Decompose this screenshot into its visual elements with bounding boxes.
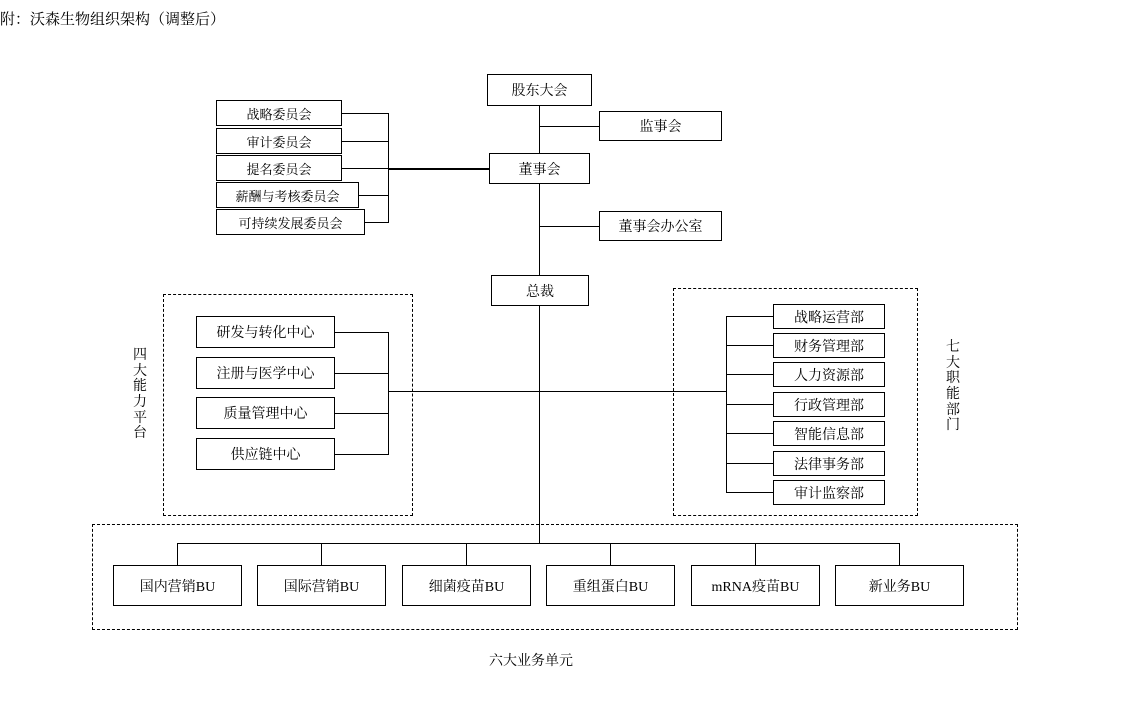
line-board-to-president [539, 183, 540, 276]
node-label: 智能信息部 [794, 427, 864, 443]
bu-bus-horizontal [177, 543, 900, 544]
node-label: 董事会办公室 [618, 220, 703, 235]
line-committee-5 [364, 222, 389, 223]
node-label: 股东大会 [511, 84, 568, 99]
line-bu-4 [610, 543, 611, 565]
node-committee-sustainability[interactable] [216, 209, 365, 235]
node-label: 董事会 [518, 162, 561, 178]
line-platform-1 [335, 332, 389, 333]
node-committee-remuneration[interactable] [216, 182, 359, 208]
line-committee-1 [341, 113, 389, 114]
node-label: 国际营销BU [283, 579, 360, 595]
line-department-3 [726, 374, 773, 375]
line-president-down [539, 305, 540, 391]
line-bu-3 [466, 543, 467, 565]
line-board-to-committees [388, 168, 489, 170]
node-platform-regulatory[interactable] [196, 357, 335, 389]
node-department-strategy-ops[interactable] [773, 304, 885, 329]
line-board-to-supervisory [539, 126, 599, 127]
node-label: 注册与医学中心 [216, 367, 315, 382]
line-bu-6 [899, 543, 900, 565]
platforms-group-label [131, 348, 149, 442]
node-bu-mrna-vaccine[interactable] [691, 565, 820, 606]
departments-group-label [944, 340, 962, 434]
node-bu-international-marketing[interactable] [257, 565, 386, 606]
node-label: 法律事务部 [794, 457, 864, 473]
line-shareholders-to-board [539, 105, 540, 156]
node-label: 监事会 [639, 120, 682, 135]
node-department-legal[interactable] [773, 451, 885, 476]
node-label: 研发与转化中心 [216, 326, 315, 341]
business-units-group-label [489, 650, 573, 670]
node-label: 总裁 [526, 284, 554, 300]
node-shareholders-meeting[interactable] [487, 74, 592, 106]
line-platform-4 [335, 454, 389, 455]
node-president[interactable] [491, 275, 589, 306]
node-label: 审计监察部 [794, 486, 864, 502]
node-label: 人力资源部 [794, 368, 864, 384]
node-label: 薪酬与考核委员会 [235, 188, 340, 204]
line-department-2 [726, 345, 773, 346]
node-platform-rd[interactable] [196, 316, 335, 348]
line-department-7 [726, 492, 773, 493]
node-label: 提名委员会 [246, 161, 312, 177]
node-label: 行政管理部 [794, 398, 864, 414]
node-department-administration[interactable] [773, 392, 885, 417]
node-label: 可持续发展委员会 [238, 215, 343, 231]
node-bu-new-business[interactable] [835, 565, 964, 606]
node-department-hr[interactable] [773, 362, 885, 387]
node-label: 新业务BU [868, 579, 931, 595]
node-label: 重组蛋白BU [572, 579, 649, 595]
node-department-audit-supervision[interactable] [773, 480, 885, 505]
node-department-smart-information[interactable] [773, 421, 885, 446]
line-department-4 [726, 404, 773, 405]
node-platform-quality[interactable] [196, 397, 335, 429]
node-department-finance[interactable] [773, 333, 885, 358]
node-bu-recombinant-protein[interactable] [546, 565, 675, 606]
node-board-office[interactable] [599, 211, 722, 241]
departments-group-label-text: 七大职能部门 [946, 340, 960, 434]
node-committee-audit[interactable] [216, 128, 342, 154]
node-bu-domestic-marketing[interactable] [113, 565, 242, 606]
node-label: 审计委员会 [246, 134, 312, 150]
node-label: 供应链中心 [230, 448, 301, 463]
node-label: 财务管理部 [794, 339, 864, 355]
node-supervisory-board[interactable] [599, 111, 722, 141]
platforms-group-label-text: 四大能力平台 [133, 348, 147, 442]
node-platform-supply-chain[interactable] [196, 438, 335, 470]
line-trunk-to-bu-bus [539, 391, 540, 543]
line-department-6 [726, 463, 773, 464]
page-caption: 附：沃森生物组织架构（调整后） [0, 12, 226, 28]
line-board-to-board-office [539, 226, 599, 227]
node-label: 国内营销BU [139, 579, 216, 595]
line-committee-2 [341, 141, 389, 142]
platform-bus-vertical [388, 332, 389, 454]
node-label: 战略运营部 [794, 310, 864, 326]
line-bu-2 [321, 543, 322, 565]
node-label: 战略委员会 [246, 106, 312, 122]
node-committee-nomination[interactable] [216, 155, 342, 181]
line-department-5 [726, 433, 773, 434]
node-committee-strategy[interactable] [216, 100, 342, 126]
line-department-1 [726, 316, 773, 317]
node-label: 质量管理中心 [223, 407, 308, 422]
node-bu-bacterial-vaccine[interactable] [402, 565, 531, 606]
node-board-of-directors[interactable] [489, 153, 590, 184]
node-label: 细菌疫苗BU [428, 579, 505, 595]
line-platform-3 [335, 413, 389, 414]
trunk-horizontal [388, 391, 726, 392]
line-bu-5 [755, 543, 756, 565]
line-bu-1 [177, 543, 178, 565]
line-platform-2 [335, 373, 389, 374]
node-label: mRNA疫苗BU [711, 579, 800, 595]
business-units-group-label-text: 六大业务单元 [489, 654, 573, 669]
line-committee-4 [358, 195, 389, 196]
line-committee-3 [341, 168, 389, 169]
